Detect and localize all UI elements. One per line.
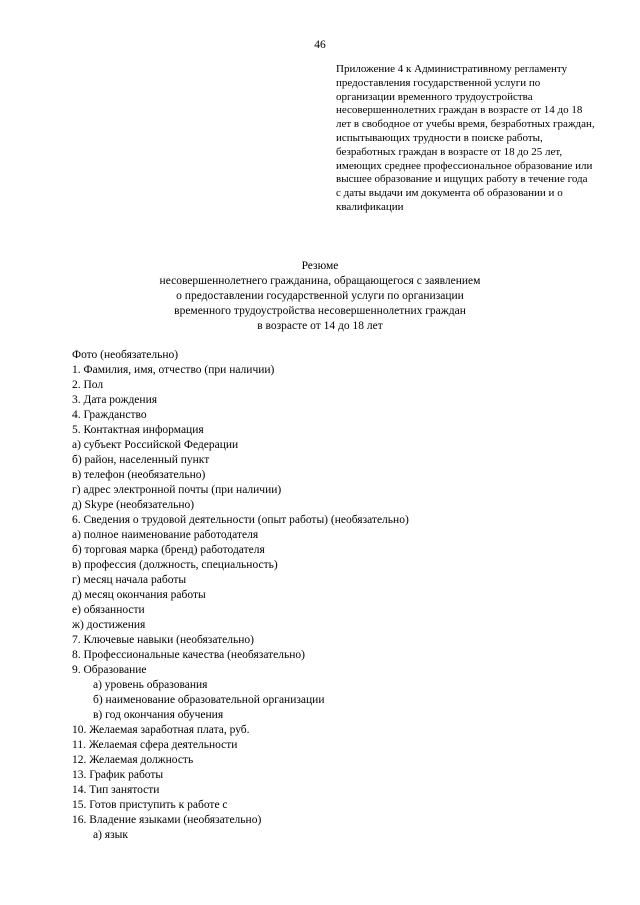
- field-contact-phone: в) телефон (необязательно): [72, 469, 206, 481]
- field-birth-date: 3. Дата рождения: [72, 394, 158, 406]
- field-desired-salary: 10. Желаемая заработная плата, руб.: [72, 724, 250, 736]
- resume-subtitle-line: несовершеннолетнего гражданина, обращающегося с заявлением: [159, 275, 481, 287]
- field-duties: е) обязанности: [72, 604, 145, 616]
- field-desired-position: 12. Желаемая должность: [72, 754, 194, 766]
- appendix-line: высшее образование и ищущих работу в течение года: [336, 173, 588, 186]
- resume-header: [0, 259, 640, 334]
- resume-title: Резюме: [301, 260, 339, 272]
- field-contact-skype: д) Skype (необязательно): [72, 499, 195, 511]
- field-end-month: д) месяц окончания работы: [72, 589, 206, 601]
- field-graduation-year: в) год окончания обучения: [93, 709, 224, 721]
- appendix-line: с даты выдачи им документа об образовании и о: [336, 187, 563, 200]
- field-profession: в) профессия (должность, специальность): [72, 559, 278, 571]
- field-languages: 16. Владение языками (необязательно): [72, 814, 262, 826]
- field-start-month: г) месяц начала работы: [72, 574, 187, 586]
- appendix-line: квалификации: [336, 200, 404, 213]
- field-contact-email: г) адрес электронной почты (при наличии): [72, 484, 282, 496]
- appendix-note: [336, 63, 612, 215]
- field-photo: Фото (необязательно): [72, 349, 179, 361]
- appendix-line: организации временного трудоустройства: [336, 90, 533, 103]
- field-full-name: 1. Фамилия, имя, отчество (при наличии): [72, 364, 275, 376]
- resume-subtitle-line: о предоставлении государственной услуги по организации: [176, 290, 464, 302]
- field-citizenship: 4. Гражданство: [72, 409, 147, 421]
- field-employer-brand: б) торговая марка (бренд) работодателя: [72, 544, 265, 556]
- appendix-line: имеющих среднее профессиональное образование или: [336, 159, 593, 172]
- field-work-schedule: 13. График работы: [72, 769, 164, 781]
- field-contact-district: б) район, населенный пункт: [72, 454, 210, 466]
- field-start-date: 15. Готов приступить к работе с: [72, 799, 228, 811]
- field-education-institution: б) наименование образовательной организации: [93, 694, 325, 706]
- appendix-line: несовершеннолетних граждан в возрасте от 14 до 18: [336, 104, 583, 117]
- field-contact-region: а) субъект Российской Федерации: [72, 439, 239, 451]
- field-education-level: а) уровень образования: [93, 679, 208, 691]
- field-contact-info: 5. Контактная информация: [72, 424, 204, 436]
- field-achievements: ж) достижения: [72, 619, 146, 631]
- resume-subtitle-line: в возрасте от 14 до 18 лет: [257, 320, 383, 332]
- field-employer-name: а) полное наименование работодателя: [72, 529, 259, 541]
- appendix-line: испытывающих трудности в поиске работы,: [336, 131, 543, 144]
- field-education: 9. Образование: [72, 664, 147, 676]
- field-language: а) язык: [93, 829, 128, 841]
- page-number: 46: [314, 39, 326, 51]
- resume-field-list: [72, 348, 592, 843]
- field-professional-qualities: 8. Профессиональные качества (необязательно): [72, 649, 305, 661]
- field-gender: 2. Пол: [72, 379, 104, 391]
- appendix-line: безработных граждан в возрасте от 18 до 25 лет,: [336, 145, 563, 158]
- appendix-line: предоставления государственной услуги по: [336, 76, 541, 89]
- resume-subtitle-line: временного трудоустройства несовершеннолетних граждан: [174, 305, 466, 317]
- appendix-line: лет в свободное от учебы время, безработных граждан,: [336, 118, 595, 131]
- field-desired-sphere: 11. Желаемая сфера деятельности: [72, 739, 238, 751]
- appendix-line: Приложение 4 к Административному регламенту: [336, 63, 568, 75]
- field-work-experience: 6. Сведения о трудовой деятельности (опыт работы) (необязательно): [72, 514, 409, 526]
- field-employment-type: 14. Тип занятости: [72, 784, 160, 796]
- field-key-skills: 7. Ключевые навыки (необязательно): [72, 634, 255, 646]
